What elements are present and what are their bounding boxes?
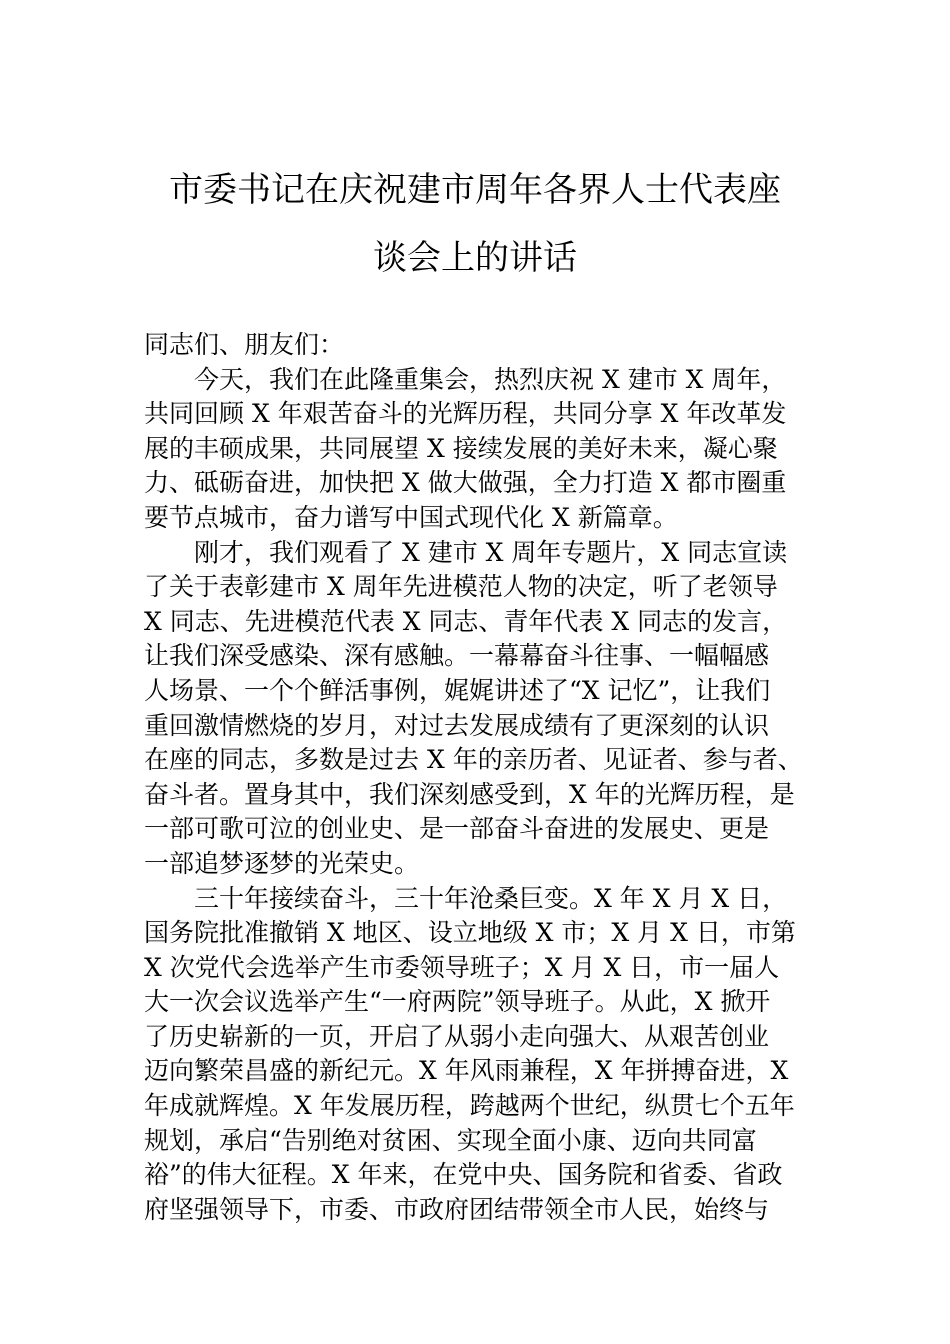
body-text-line: 力、砥砺奋进，加快把 X 做大做强，全力打造 X 都市圈重 (144, 468, 787, 498)
body-text-line: 年成就辉煌。X 年发展历程，跨越两个世纪，纵贯七个五年 (144, 1091, 795, 1121)
body-text-line: 裕”的伟大征程。X 年来，在党中央、国务院和省委、省政 (144, 1160, 783, 1190)
body-text-line: 刚才，我们观看了 X 建市 X 周年专题片，X 同志宣读 (194, 537, 788, 567)
body-text-line: 府坚强领导下，市委、市政府团结带领全市人民，始终与 (144, 1194, 770, 1224)
body-text-line: 人场景、一个个鲜活事例，娓娓讲述了“X 记忆”，让我们 (144, 675, 771, 705)
body-text-line: 重回激情燃烧的岁月，对过去发展成绩有了更深刻的认识 (144, 710, 770, 740)
body-text-line: 规划，承启“告别绝对贫困、实现全面小康、迈向共同富 (144, 1125, 757, 1155)
body-text-line: 一部可歌可泣的创业史、是一部奋斗奋进的发展史、更是 (144, 814, 770, 844)
body-text-line: 要节点城市，奋力谱写中国式现代化 X 新篇章。 (144, 502, 678, 532)
body-text-line: 国务院批准撤销 X 地区、设立地级 X 市；X 月 X 日，市第 (144, 918, 796, 948)
body-text-line: 同志们、朋友们： (144, 330, 345, 359)
body-text-line: 让我们深受感染、深有感触。一幕幕奋斗往事、一幅幅感 (144, 641, 770, 671)
body-text-line: 三十年接续奋斗，三十年沧桑巨变。X 年 X 月 X 日， (194, 883, 788, 913)
body-text-line: 在座的同志，多数是过去 X 年的亲历者、见证者、参与者、 (144, 745, 803, 775)
body-text-line: 大一次会议选举产生“一府两院”领导班子。从此，X 掀开 (144, 987, 771, 1017)
body-text-line: X 同志、先进模范代表 X 同志、青年代表 X 同志的发言， (144, 606, 788, 636)
body-text-line: 奋斗者。置身其中，我们深刻感受到，X 年的光辉历程，是 (144, 779, 795, 809)
body-text-line: 共同回顾 X 年艰苦奋斗的光辉历程，共同分享 X 年改革发 (144, 399, 787, 429)
body-text-line: 今天，我们在此隆重集会，热烈庆祝 X 建市 X 周年， (194, 364, 787, 394)
document-title-line-2: 谈会上的讲话 (373, 238, 577, 278)
body-text-line: X 次党代会选举产生市委领导班子；X 月 X 日，市一届人 (144, 952, 780, 982)
document-title-line-1: 市委书记在庆祝建市周年各界人士代表座 (169, 170, 781, 210)
document-body (144, 328, 824, 1227)
body-text-line: 迈向繁荣昌盛的新纪元。X 年风雨兼程，X 年拼搏奋进，X (144, 1056, 789, 1086)
body-text-line: 了历史崭新的一页，开启了从弱小走向强大、从艰苦创业 (144, 1021, 770, 1051)
body-text-line: 了关于表彰建市 X 周年先进模范人物的决定，听了老领导 (144, 572, 778, 602)
body-text-line: 一部追梦逐梦的光荣史。 (144, 848, 420, 878)
body-text-line: 展的丰硕成果，共同展望 X 接续发展的美好未来，凝心聚 (144, 433, 778, 463)
